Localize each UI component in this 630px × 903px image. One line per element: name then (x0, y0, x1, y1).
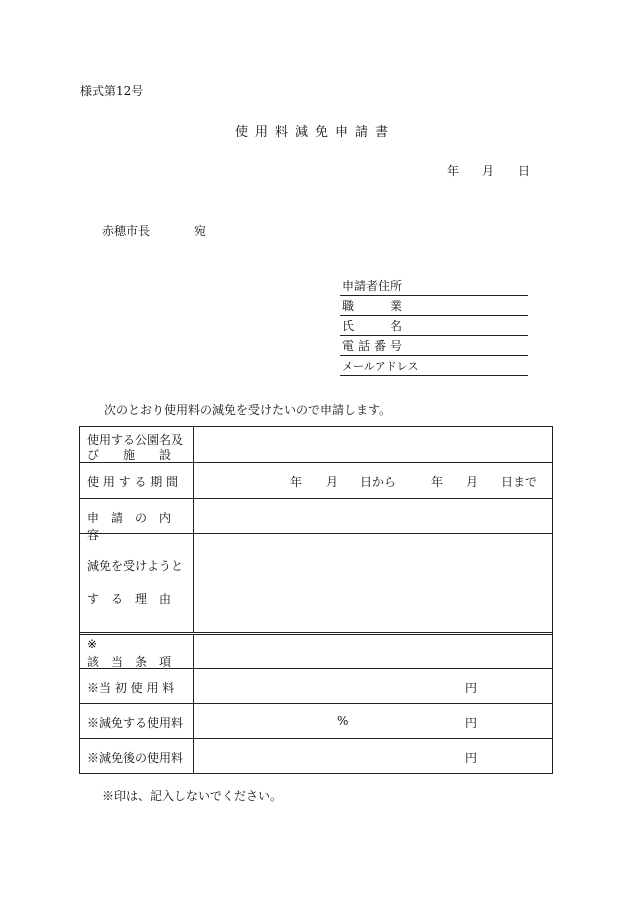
period-to-month: 月 (466, 475, 479, 489)
row-facility (80, 427, 552, 463)
applicant-email-label: メールアドレス (342, 360, 419, 373)
facility-label-line1: 使用する公園名及 (87, 433, 184, 447)
applicant-occupation-label: 職 業 (342, 299, 403, 313)
period-label: 使 用 す る 期 間 (87, 475, 179, 489)
period-to-day: 日まで (501, 475, 538, 489)
applicant-address-field[interactable] (340, 277, 528, 296)
date-year: 年 (447, 164, 460, 178)
clause-label: 該 当 条 項 (87, 655, 172, 669)
applicant-occupation-field[interactable] (340, 297, 528, 316)
period-from-year: 年 (290, 475, 303, 489)
row-period (80, 463, 552, 499)
reduction-fee-label: ※減免する使用料 (87, 716, 184, 730)
initial-fee-label: ※当 初 使 用 料 (87, 681, 175, 695)
period-label-cell (80, 463, 194, 498)
intro-text: 次のとおり使用料の減免を受けたいので申請します。 (104, 403, 392, 417)
after-fee-unit: 円 (465, 751, 478, 765)
applicant-address-label: 申請者住所 (342, 279, 403, 293)
addressee-name: 赤穂市長 (102, 224, 151, 238)
facility-label-cell (80, 427, 194, 462)
row-after-fee (80, 739, 552, 774)
addressee (102, 222, 207, 239)
after-fee-label: ※減免後の使用料 (87, 751, 184, 765)
form-number: 様式第12号 (80, 84, 144, 98)
content-label: 申 請 の 内 容 (87, 511, 184, 542)
row-reduction-fee (80, 704, 552, 739)
content-label-cell (80, 499, 194, 542)
applicant-phone-label: 電話番号 (342, 339, 407, 353)
period-to-year: 年 (431, 475, 444, 489)
period-from-month: 月 (326, 475, 339, 489)
content-input[interactable] (194, 499, 552, 533)
reduction-fee-unit: 円 (465, 716, 478, 730)
clause-label-cell (80, 635, 194, 668)
row-initial-fee (80, 669, 552, 704)
reason-input[interactable] (194, 534, 552, 632)
initial-fee-unit: 円 (465, 681, 478, 695)
reason-label-line1: 減免を受けようと (87, 559, 184, 573)
reason-label-cell (80, 534, 194, 632)
row-reason (80, 534, 552, 635)
initial-fee-label-cell (80, 669, 194, 703)
reduction-fee-label-cell (80, 704, 194, 738)
applicant-name-label: 氏 名 (342, 319, 403, 333)
period-from-day: 日から (360, 475, 397, 489)
row-clause (80, 635, 552, 669)
application-table (79, 426, 553, 774)
addressee-honorific: 宛 (194, 224, 207, 238)
applicant-phone-field[interactable] (340, 337, 528, 356)
applicant-name-field[interactable] (340, 317, 528, 336)
reduction-percent: % (337, 714, 349, 728)
clause-mark: ※ (87, 637, 98, 651)
reason-label-line2: す る 理 由 (87, 592, 172, 606)
date-month: 月 (482, 164, 495, 178)
after-fee-label-cell (80, 739, 194, 774)
footnote: ※印は、記入しないでください。 (102, 789, 283, 803)
applicant-email-field[interactable] (340, 357, 528, 376)
document-title: 使用料減免申請書 (234, 125, 395, 140)
facility-input[interactable] (194, 427, 552, 462)
facility-label-line2: び 施 設 (87, 448, 172, 462)
row-content (80, 499, 552, 542)
date-day: 日 (518, 164, 531, 178)
